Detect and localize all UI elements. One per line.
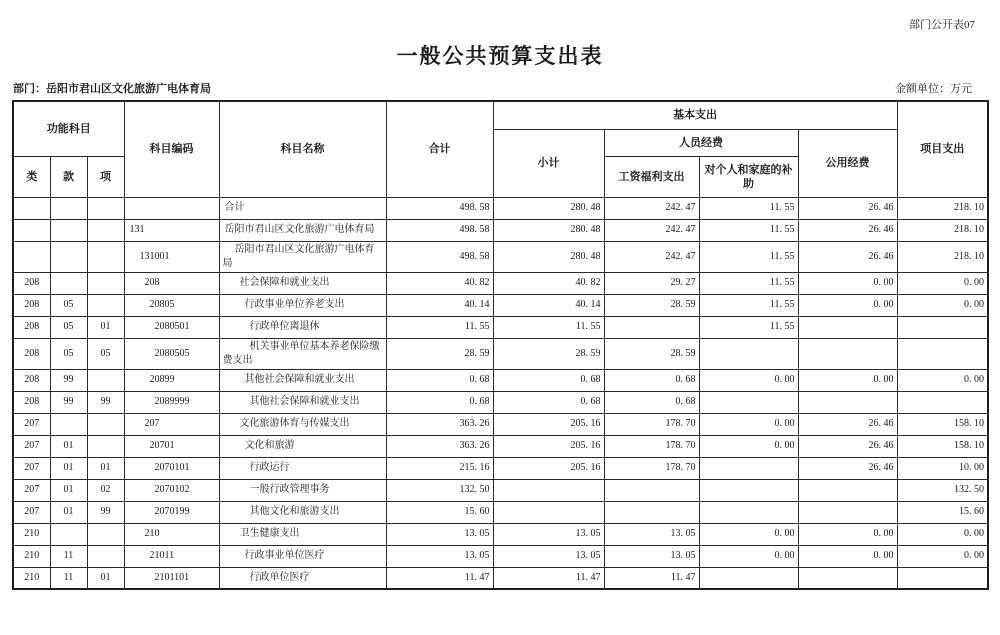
cell-project-expenditure: 0. 00	[897, 369, 988, 391]
cell-class-code: 208	[13, 316, 50, 338]
cell-class-code: 207	[13, 413, 50, 435]
cell-project-expenditure	[897, 338, 988, 369]
cell-section-code: 99	[50, 391, 87, 413]
cell-basic-subtotal: 205. 16	[493, 435, 604, 457]
cell-item-code: 01	[87, 457, 124, 479]
cell-subject-name: 行政事业单位医疗	[219, 545, 386, 567]
cell-salary-welfare: 11. 47	[604, 567, 699, 589]
table-row	[13, 391, 988, 413]
cell-public-funds: 0. 00	[798, 272, 897, 294]
cell-total: 363. 26	[386, 413, 493, 435]
cell-public-funds: 26. 46	[798, 435, 897, 457]
table-row	[13, 241, 988, 272]
table-meta-line	[13, 80, 972, 96]
cell-family-subsidy	[699, 391, 798, 413]
cell-salary-welfare: 178. 70	[604, 457, 699, 479]
cell-basic-subtotal: 280. 48	[493, 197, 604, 219]
cell-salary-welfare	[604, 501, 699, 523]
cell-subject-code: 20899	[124, 369, 219, 391]
cell-project-expenditure: 15. 60	[897, 501, 988, 523]
cell-family-subsidy	[699, 501, 798, 523]
cell-salary-welfare: 29. 27	[604, 272, 699, 294]
cell-family-subsidy: 0. 00	[699, 413, 798, 435]
cell-item-code: 05	[87, 338, 124, 369]
cell-class-code: 207	[13, 435, 50, 457]
table-row	[13, 567, 988, 589]
cell-class-code: 207	[13, 501, 50, 523]
cell-total: 11. 55	[386, 316, 493, 338]
cell-basic-subtotal: 11. 47	[493, 567, 604, 589]
budget-table	[12, 100, 989, 590]
cell-subject-name: 其他社会保障和就业支出	[219, 391, 386, 413]
table-row	[13, 316, 988, 338]
department-label: 部门：岳阳市君山区文化旅游广电体育局	[13, 83, 211, 95]
cell-project-expenditure: 0. 00	[897, 272, 988, 294]
cell-public-funds: 0. 00	[798, 294, 897, 316]
header-class: 类	[13, 156, 50, 197]
header-project-expenditure: 项目支出	[897, 101, 988, 197]
cell-subject-code: 2070102	[124, 479, 219, 501]
table-row	[13, 501, 988, 523]
cell-subject-code: 131	[124, 219, 219, 241]
cell-public-funds: 26. 46	[798, 413, 897, 435]
cell-total: 363. 26	[386, 435, 493, 457]
cell-project-expenditure: 0. 00	[897, 545, 988, 567]
table-row	[13, 435, 988, 457]
cell-project-expenditure: 218. 10	[897, 219, 988, 241]
cell-basic-subtotal: 40. 82	[493, 272, 604, 294]
cell-class-code: 210	[13, 523, 50, 545]
cell-total: 0. 68	[386, 369, 493, 391]
cell-family-subsidy	[699, 457, 798, 479]
cell-subject-code: 2070101	[124, 457, 219, 479]
cell-project-expenditure	[897, 316, 988, 338]
header-personnel-funds: 人员经费	[604, 129, 798, 156]
cell-family-subsidy: 0. 00	[699, 369, 798, 391]
cell-subject-code: 207	[124, 413, 219, 435]
cell-project-expenditure: 132. 50	[897, 479, 988, 501]
cell-subject-code: 2101101	[124, 567, 219, 589]
cell-total: 13. 05	[386, 523, 493, 545]
cell-class-code: 208	[13, 294, 50, 316]
cell-item-code	[87, 523, 124, 545]
cell-salary-welfare: 28. 59	[604, 294, 699, 316]
cell-class-code	[13, 197, 50, 219]
table-row	[13, 369, 988, 391]
table-row	[13, 294, 988, 316]
cell-basic-subtotal: 0. 68	[493, 391, 604, 413]
cell-section-code	[50, 413, 87, 435]
cell-family-subsidy: 0. 00	[699, 523, 798, 545]
cell-basic-subtotal: 280. 48	[493, 241, 604, 272]
cell-project-expenditure: 158. 10	[897, 435, 988, 457]
cell-family-subsidy: 0. 00	[699, 545, 798, 567]
table-row	[13, 479, 988, 501]
cell-salary-welfare: 28. 59	[604, 338, 699, 369]
cell-total: 132. 50	[386, 479, 493, 501]
cell-item-code	[87, 219, 124, 241]
cell-subject-name: 其他文化和旅游支出	[219, 501, 386, 523]
cell-class-code: 208	[13, 369, 50, 391]
table-header	[13, 101, 988, 197]
cell-basic-subtotal: 11. 55	[493, 316, 604, 338]
cell-class-code: 210	[13, 545, 50, 567]
cell-public-funds	[798, 316, 897, 338]
cell-public-funds	[798, 479, 897, 501]
cell-item-code	[87, 413, 124, 435]
table-row	[13, 219, 988, 241]
cell-section-code: 01	[50, 479, 87, 501]
cell-section-code	[50, 523, 87, 545]
cell-salary-welfare: 242. 47	[604, 197, 699, 219]
cell-project-expenditure: 218. 10	[897, 197, 988, 219]
cell-salary-welfare: 0. 68	[604, 369, 699, 391]
cell-subject-code: 20701	[124, 435, 219, 457]
cell-public-funds: 26. 46	[798, 197, 897, 219]
header-subject-code: 科目编码	[124, 101, 219, 197]
page-title: 一般公共预算支出表	[396, 44, 604, 68]
header-public-funds: 公用经费	[798, 129, 897, 197]
cell-item-code: 99	[87, 391, 124, 413]
cell-public-funds	[798, 567, 897, 589]
cell-salary-welfare: 242. 47	[604, 219, 699, 241]
cell-subject-code: 2070199	[124, 501, 219, 523]
cell-class-code: 208	[13, 391, 50, 413]
table-row	[13, 338, 988, 369]
cell-section-code: 11	[50, 567, 87, 589]
cell-public-funds: 26. 46	[798, 219, 897, 241]
cell-basic-subtotal	[493, 479, 604, 501]
cell-subject-name: 文化和旅游	[219, 435, 386, 457]
cell-basic-subtotal: 205. 16	[493, 457, 604, 479]
cell-public-funds: 0. 00	[798, 369, 897, 391]
cell-section-code: 11	[50, 545, 87, 567]
cell-section-code: 99	[50, 369, 87, 391]
cell-family-subsidy: 11. 55	[699, 316, 798, 338]
cell-family-subsidy	[699, 338, 798, 369]
cell-total: 215. 16	[386, 457, 493, 479]
table-row	[13, 413, 988, 435]
cell-basic-subtotal: 13. 05	[493, 523, 604, 545]
cell-total: 498. 58	[386, 197, 493, 219]
doc-number-label: 部门公开表07	[909, 19, 975, 31]
cell-section-code: 01	[50, 435, 87, 457]
cell-family-subsidy	[699, 479, 798, 501]
cell-subject-code: 2080501	[124, 316, 219, 338]
cell-total: 0. 68	[386, 391, 493, 413]
cell-salary-welfare	[604, 316, 699, 338]
cell-item-code	[87, 294, 124, 316]
cell-total: 11. 47	[386, 567, 493, 589]
header-item: 项	[87, 156, 124, 197]
header-family-subsidy: 对个人和家庭的补助	[699, 156, 798, 197]
cell-item-code	[87, 241, 124, 272]
cell-total: 28. 59	[386, 338, 493, 369]
cell-project-expenditure	[897, 567, 988, 589]
cell-class-code: 207	[13, 479, 50, 501]
cell-public-funds: 0. 00	[798, 523, 897, 545]
cell-total: 498. 58	[386, 219, 493, 241]
cell-basic-subtotal: 13. 05	[493, 545, 604, 567]
cell-total: 13. 05	[386, 545, 493, 567]
cell-class-code: 207	[13, 457, 50, 479]
cell-basic-subtotal: 28. 59	[493, 338, 604, 369]
cell-item-code	[87, 545, 124, 567]
table-body	[13, 197, 988, 589]
cell-subject-name: 岳阳市君山区文化旅游广电体育局	[219, 219, 386, 241]
cell-subject-code: 131001	[124, 241, 219, 272]
cell-subject-code: 2089999	[124, 391, 219, 413]
header-basic-expenditure: 基本支出	[493, 101, 897, 129]
cell-project-expenditure: 0. 00	[897, 294, 988, 316]
cell-project-expenditure: 0. 00	[897, 523, 988, 545]
table-row	[13, 523, 988, 545]
cell-class-code: 208	[13, 272, 50, 294]
cell-section-code	[50, 219, 87, 241]
cell-family-subsidy: 11. 55	[699, 272, 798, 294]
cell-class-code	[13, 219, 50, 241]
cell-subject-name: 机关事业单位基本养老保险缴费支出	[219, 338, 386, 369]
cell-family-subsidy: 11. 55	[699, 197, 798, 219]
cell-item-code: 99	[87, 501, 124, 523]
cell-item-code	[87, 369, 124, 391]
cell-subject-name: 其他社会保障和就业支出	[219, 369, 386, 391]
cell-item-code: 02	[87, 479, 124, 501]
cell-subject-name: 岳阳市君山区文化旅游广电体育局	[219, 241, 386, 272]
table-row	[13, 272, 988, 294]
cell-subject-name: 行政单位医疗	[219, 567, 386, 589]
cell-family-subsidy: 11. 55	[699, 241, 798, 272]
header-section: 款	[50, 156, 87, 197]
table-row	[13, 197, 988, 219]
cell-salary-welfare: 242. 47	[604, 241, 699, 272]
cell-project-expenditure: 218. 10	[897, 241, 988, 272]
cell-subject-name: 一般行政管理事务	[219, 479, 386, 501]
cell-public-funds: 0. 00	[798, 545, 897, 567]
header-row-1	[13, 101, 988, 129]
cell-basic-subtotal: 0. 68	[493, 369, 604, 391]
cell-public-funds	[798, 338, 897, 369]
cell-item-code: 01	[87, 567, 124, 589]
header-subject-name: 科目名称	[219, 101, 386, 197]
cell-section-code	[50, 197, 87, 219]
header-salary-welfare: 工资福利支出	[604, 156, 699, 197]
cell-salary-welfare: 13. 05	[604, 545, 699, 567]
cell-salary-welfare: 178. 70	[604, 435, 699, 457]
cell-public-funds	[798, 391, 897, 413]
cell-subject-name: 卫生健康支出	[219, 523, 386, 545]
table-row	[13, 457, 988, 479]
cell-total: 498. 58	[386, 241, 493, 272]
cell-class-code: 208	[13, 338, 50, 369]
cell-public-funds	[798, 501, 897, 523]
header-function-subject: 功能科目	[13, 101, 124, 156]
cell-subject-name: 行政事业单位养老支出	[219, 294, 386, 316]
cell-subject-code: 20805	[124, 294, 219, 316]
header-subtotal: 小计	[493, 129, 604, 197]
cell-family-subsidy: 0. 00	[699, 435, 798, 457]
cell-section-code: 05	[50, 294, 87, 316]
cell-section-code: 01	[50, 457, 87, 479]
cell-project-expenditure: 158. 10	[897, 413, 988, 435]
cell-section-code: 05	[50, 338, 87, 369]
cell-subject-code	[124, 197, 219, 219]
cell-subject-code: 2080505	[124, 338, 219, 369]
amount-unit-label: 金额单位：万元	[895, 83, 972, 95]
cell-public-funds: 26. 46	[798, 457, 897, 479]
cell-total: 40. 14	[386, 294, 493, 316]
cell-basic-subtotal: 280. 48	[493, 219, 604, 241]
cell-section-code: 05	[50, 316, 87, 338]
cell-public-funds: 26. 46	[798, 241, 897, 272]
cell-salary-welfare	[604, 479, 699, 501]
cell-family-subsidy: 11. 55	[699, 219, 798, 241]
table-row	[13, 545, 988, 567]
cell-subject-name: 行政运行	[219, 457, 386, 479]
cell-basic-subtotal: 205. 16	[493, 413, 604, 435]
cell-item-code	[87, 435, 124, 457]
cell-basic-subtotal: 40. 14	[493, 294, 604, 316]
cell-project-expenditure	[897, 391, 988, 413]
cell-subject-code: 21011	[124, 545, 219, 567]
cell-subject-code: 210	[124, 523, 219, 545]
cell-salary-welfare: 13. 05	[604, 523, 699, 545]
cell-section-code	[50, 241, 87, 272]
cell-project-expenditure: 10. 00	[897, 457, 988, 479]
cell-subject-name: 文化旅游体育与传媒支出	[219, 413, 386, 435]
cell-class-code: 210	[13, 567, 50, 589]
cell-section-code	[50, 272, 87, 294]
cell-salary-welfare: 0. 68	[604, 391, 699, 413]
cell-section-code: 01	[50, 501, 87, 523]
cell-total: 40. 82	[386, 272, 493, 294]
cell-item-code	[87, 272, 124, 294]
cell-salary-welfare: 178. 70	[604, 413, 699, 435]
cell-subject-name: 合计	[219, 197, 386, 219]
cell-subject-code: 208	[124, 272, 219, 294]
cell-subject-name: 行政单位离退休	[219, 316, 386, 338]
cell-item-code: 01	[87, 316, 124, 338]
cell-item-code	[87, 197, 124, 219]
cell-family-subsidy	[699, 567, 798, 589]
cell-subject-name: 社会保障和就业支出	[219, 272, 386, 294]
cell-class-code	[13, 241, 50, 272]
header-total: 合计	[386, 101, 493, 197]
cell-basic-subtotal	[493, 501, 604, 523]
cell-total: 15. 60	[386, 501, 493, 523]
cell-family-subsidy: 11. 55	[699, 294, 798, 316]
